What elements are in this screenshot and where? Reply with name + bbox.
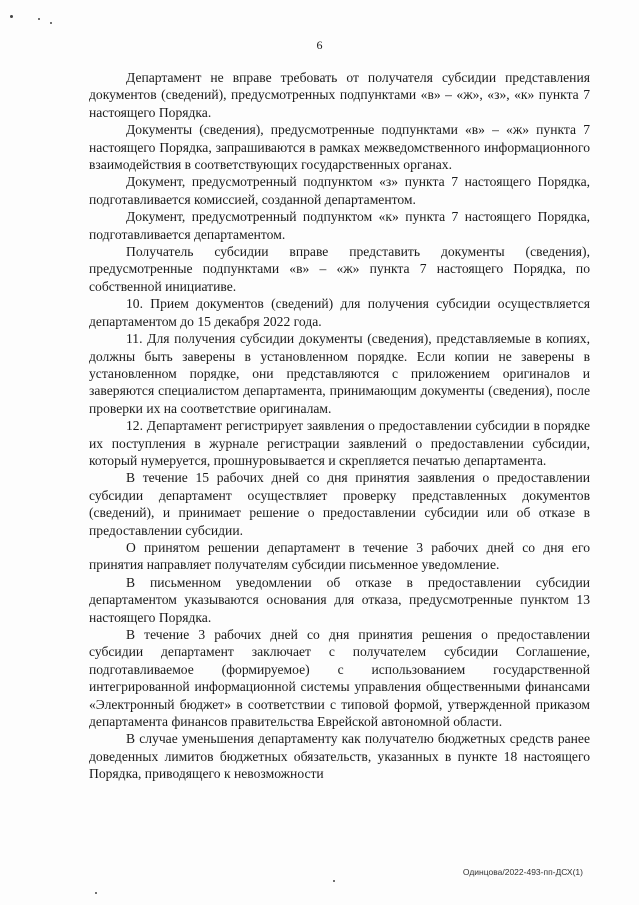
- paragraph: Документ, предусмотренный подпунктом «з» пункта 7 настоящего Порядка, подготавливается комиссией, созданной департаментом.: [89, 174, 590, 207]
- paragraph: 12. Департамент регистрирует заявления о предоставлении субсидии в порядке их поступления в журнале регистрации заявлений о предоставлении субсидии, который нумеруется, прошнуровывается и скрепляется печатью департамента.: [89, 418, 590, 468]
- paragraph: Документы (сведения), предусмотренные подпунктами «в» – «ж» пункта 7 настоящего Порядка, запрашиваются в рамках межведомственного информационного взаимодействия в соответствующих государственных органах.: [89, 122, 590, 173]
- paragraph: Получатель субсидии вправе представить документы (сведения), предусмотренные подпунктами «в» – «ж» пункта 7 настоящего Порядка, по собственной инициативе.: [89, 244, 590, 294]
- paragraph: Документ, предусмотренный подпунктом «к» пункта 7 настоящего Порядка, подготавливается департаментом.: [89, 209, 590, 242]
- scan-speck: [38, 18, 40, 20]
- scan-speck: [95, 892, 97, 894]
- paragraph: 11. Для получения субсидии документы (сведения), представляемые в копиях, должны быть заверены в установленном порядке. Если копии не заверены в установленном порядке, они представляются с приложением оригиналов и заверяются специалистом департамента, принимающим документы (сведения), после проверки их на соответствие оригиналам.: [89, 331, 590, 416]
- paragraph: В течение 3 рабочих дней со дня принятия решения о предоставлении субсидии департамент заключает с получателем субсидии Соглашение, подготавливаемое (формируемое) с использованием государственной интегрированной информационной системы управления общественными финансами «Электронный бюджет» в соответствии с типовой формой, утвержденной приказом департамента финансов правительства Еврейской автономной области.: [89, 627, 590, 730]
- scan-speck: [10, 15, 13, 18]
- paragraph: Департамент не вправе требовать от получателя субсидии представления документов (сведений), предусмотренных подпунктами «в» – «ж», «з», «к» пункта 7 настоящего Порядка.: [89, 70, 590, 120]
- document-body: [89, 69, 590, 783]
- paragraph: В случае уменьшения департаменту как получателю бюджетных средств ранее доведенных лимитов бюджетных обязательств, указанных в пункте 18 настоящего Порядка, приводящего к невозможности: [89, 731, 590, 782]
- paragraph: В течение 15 рабочих дней со дня принятия заявления о предоставлении субсидии департамент осуществляет проверку представленных документов (сведений), и принимает решение о предоставлении субсидии или об отказе в предоставлении субсидии.: [89, 470, 590, 538]
- document-footer-code: Одинцова/2022-493-пп-ДСХ(1): [462, 867, 583, 877]
- scan-speck: [50, 22, 52, 24]
- paragraph: В письменном уведомлении об отказе в предоставлении субсидии департаментом указываются основания для отказа, предусмотренные пунктом 13 настоящего Порядка.: [89, 574, 590, 625]
- page-number: 6: [316, 38, 323, 52]
- scan-speck: [333, 880, 335, 882]
- paragraph: О принятом решении департамент в течение 3 рабочих дней со дня его принятия направляет получателям субсидии письменное уведомление.: [89, 539, 590, 573]
- paragraph: 10. Прием документов (сведений) для получения субсидии осуществляется департаментом до 15 декабря 2022 года.: [89, 296, 590, 329]
